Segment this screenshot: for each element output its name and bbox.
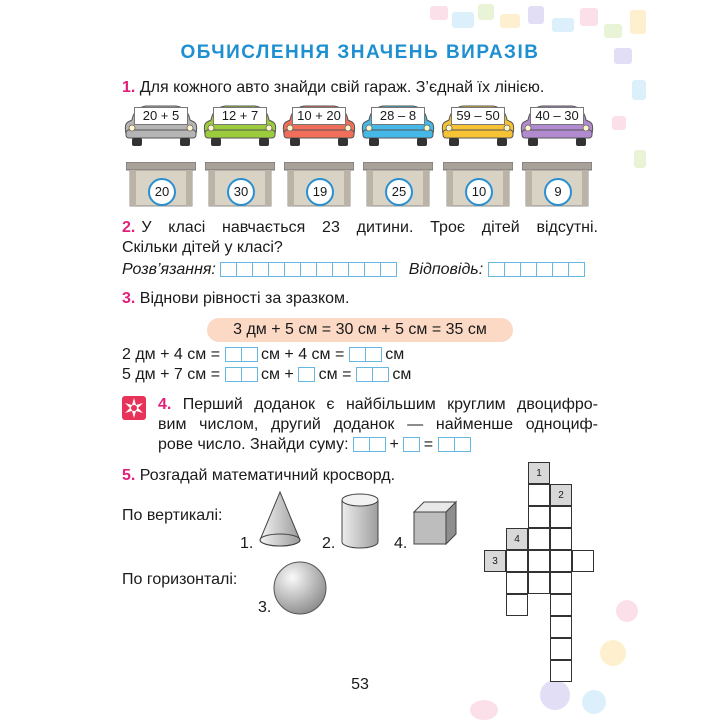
task2-solution-row: Розв’язання: Відповідь: [122, 260, 584, 280]
crossword-cell[interactable] [550, 506, 572, 528]
equation-row-2 [122, 365, 411, 385]
eq2-unit: см [392, 366, 412, 383]
task4-text [158, 395, 598, 455]
car-5[interactable] [441, 104, 515, 148]
crossword-cell[interactable] [528, 528, 550, 550]
crossword-cell[interactable] [528, 484, 550, 506]
task2-text [122, 218, 598, 258]
task3-number: 3. [122, 290, 136, 307]
garage-number: 9 [544, 178, 572, 206]
plus-sign: + [389, 436, 399, 453]
page-number: 53 [351, 676, 369, 693]
eq2-left: 5 дм + 7 см = [122, 366, 221, 383]
task4-line3: рове число. Знайди суму: [158, 436, 349, 453]
eq2-box-3[interactable] [356, 367, 388, 382]
task1-question: Для кожного авто знайди свій гараж. З’єднай їх лінією. [139, 79, 545, 96]
task3-text [122, 289, 349, 309]
answer-label: Відповідь [408, 261, 479, 278]
shape-1-number: 1. [240, 535, 254, 552]
task2-line2: Скільки дітей у класі? [122, 239, 283, 256]
car-4[interactable] [361, 104, 435, 148]
crossword-number-cell: 1 [528, 462, 550, 484]
sum-box-3[interactable] [438, 437, 470, 452]
crossword-number-cell: 4 [506, 528, 528, 550]
car-expression: 59 – 50 [451, 107, 505, 125]
eq1-mid: см + 4 см = [260, 346, 345, 363]
task2-line1: У класі навчається 23 дитини. Троє дітей відсутні. [141, 219, 598, 236]
crossword-cell[interactable] [528, 550, 550, 572]
car-6[interactable] [520, 104, 594, 148]
horizontal-label: По горизонталі: [122, 571, 238, 588]
crossword-cell[interactable] [506, 550, 528, 572]
task3-question: Віднови рівності за зразком. [139, 290, 350, 307]
eq2-mid2: см = [318, 366, 352, 383]
car-expression: 40 – 30 [530, 107, 584, 125]
eq1-left: 2 дм + 4 см = [122, 346, 221, 363]
shape-4-number: 4. [394, 535, 408, 552]
crossword-number-cell: 3 [484, 550, 506, 572]
vertical-label: По вертикалі: [122, 507, 223, 524]
eq2-box-2[interactable] [298, 367, 314, 382]
car-1[interactable] [124, 104, 198, 148]
eq1-unit: см [385, 346, 405, 363]
crossword-cell[interactable] [528, 572, 550, 594]
shape-3-number: 3. [258, 599, 272, 616]
garage-number: 10 [465, 178, 493, 206]
page-title: ОБЧИСЛЕННЯ ЗНАЧЕНЬ ВИРАЗІВ [180, 42, 540, 63]
car-3[interactable] [282, 104, 356, 148]
garage-number: 19 [306, 178, 334, 206]
crossword-cell[interactable] [550, 572, 572, 594]
task5-question: Розгадай математичний кросворд. [139, 467, 396, 484]
cylinder-icon [338, 492, 382, 552]
car-2[interactable] [203, 104, 277, 148]
solution-input-cells[interactable] [220, 262, 396, 277]
crossword-cell[interactable] [506, 594, 528, 616]
equals-sign: = [423, 436, 434, 453]
cube-icon [410, 498, 460, 548]
eq1-box-2[interactable] [349, 347, 381, 362]
crossword-cell[interactable] [550, 638, 572, 660]
sum-box-1[interactable] [353, 437, 385, 452]
task4-line1: Перший доданок є найбільшим круглим двоцифро- [182, 396, 598, 413]
garage-2[interactable] [205, 162, 275, 208]
car-expression: 12 + 7 [213, 107, 267, 125]
answer-input-cells[interactable] [488, 262, 584, 277]
crossword-cell[interactable] [550, 528, 572, 550]
task4-line2: вим числом, другий доданок — найменше одноциф- [158, 416, 598, 433]
eq2-box-1[interactable] [225, 367, 257, 382]
crossword-cell[interactable] [572, 550, 594, 572]
sphere-icon [272, 560, 328, 616]
car-expression: 28 – 8 [371, 107, 425, 125]
star-icon [122, 396, 146, 420]
eq2-mid: см + [260, 366, 294, 383]
task4-number: 4. [158, 396, 172, 413]
equation-row-1 [122, 345, 404, 365]
garage-3[interactable] [284, 162, 354, 208]
crossword-cell[interactable] [528, 506, 550, 528]
crossword-cell[interactable] [550, 550, 572, 572]
task5-text [122, 466, 395, 486]
solution-label: Розв’язання [122, 261, 212, 278]
crossword-cell[interactable] [550, 594, 572, 616]
garage-number: 30 [227, 178, 255, 206]
cone-icon [256, 490, 304, 550]
garage-number: 20 [148, 178, 176, 206]
sum-box-2[interactable] [403, 437, 419, 452]
garage-4[interactable] [363, 162, 433, 208]
crossword-cell[interactable] [506, 572, 528, 594]
crossword-number-cell: 2 [550, 484, 572, 506]
car-expression: 20 + 5 [134, 107, 188, 125]
garage-number: 25 [385, 178, 413, 206]
task1-text [122, 78, 544, 98]
example-equation: 3 дм + 5 см = 30 см + 5 см = 35 см [207, 318, 513, 342]
task2-number: 2. [122, 219, 136, 236]
eq1-box-1[interactable] [225, 347, 257, 362]
garage-5[interactable] [443, 162, 513, 208]
garage-1[interactable] [126, 162, 196, 208]
garage-6[interactable] [522, 162, 592, 208]
task1-number: 1. [122, 79, 136, 96]
crossword-cell[interactable] [550, 616, 572, 638]
shape-2-number: 2. [322, 535, 336, 552]
task5-number: 5. [122, 467, 136, 484]
car-expression: 10 + 20 [292, 107, 346, 125]
